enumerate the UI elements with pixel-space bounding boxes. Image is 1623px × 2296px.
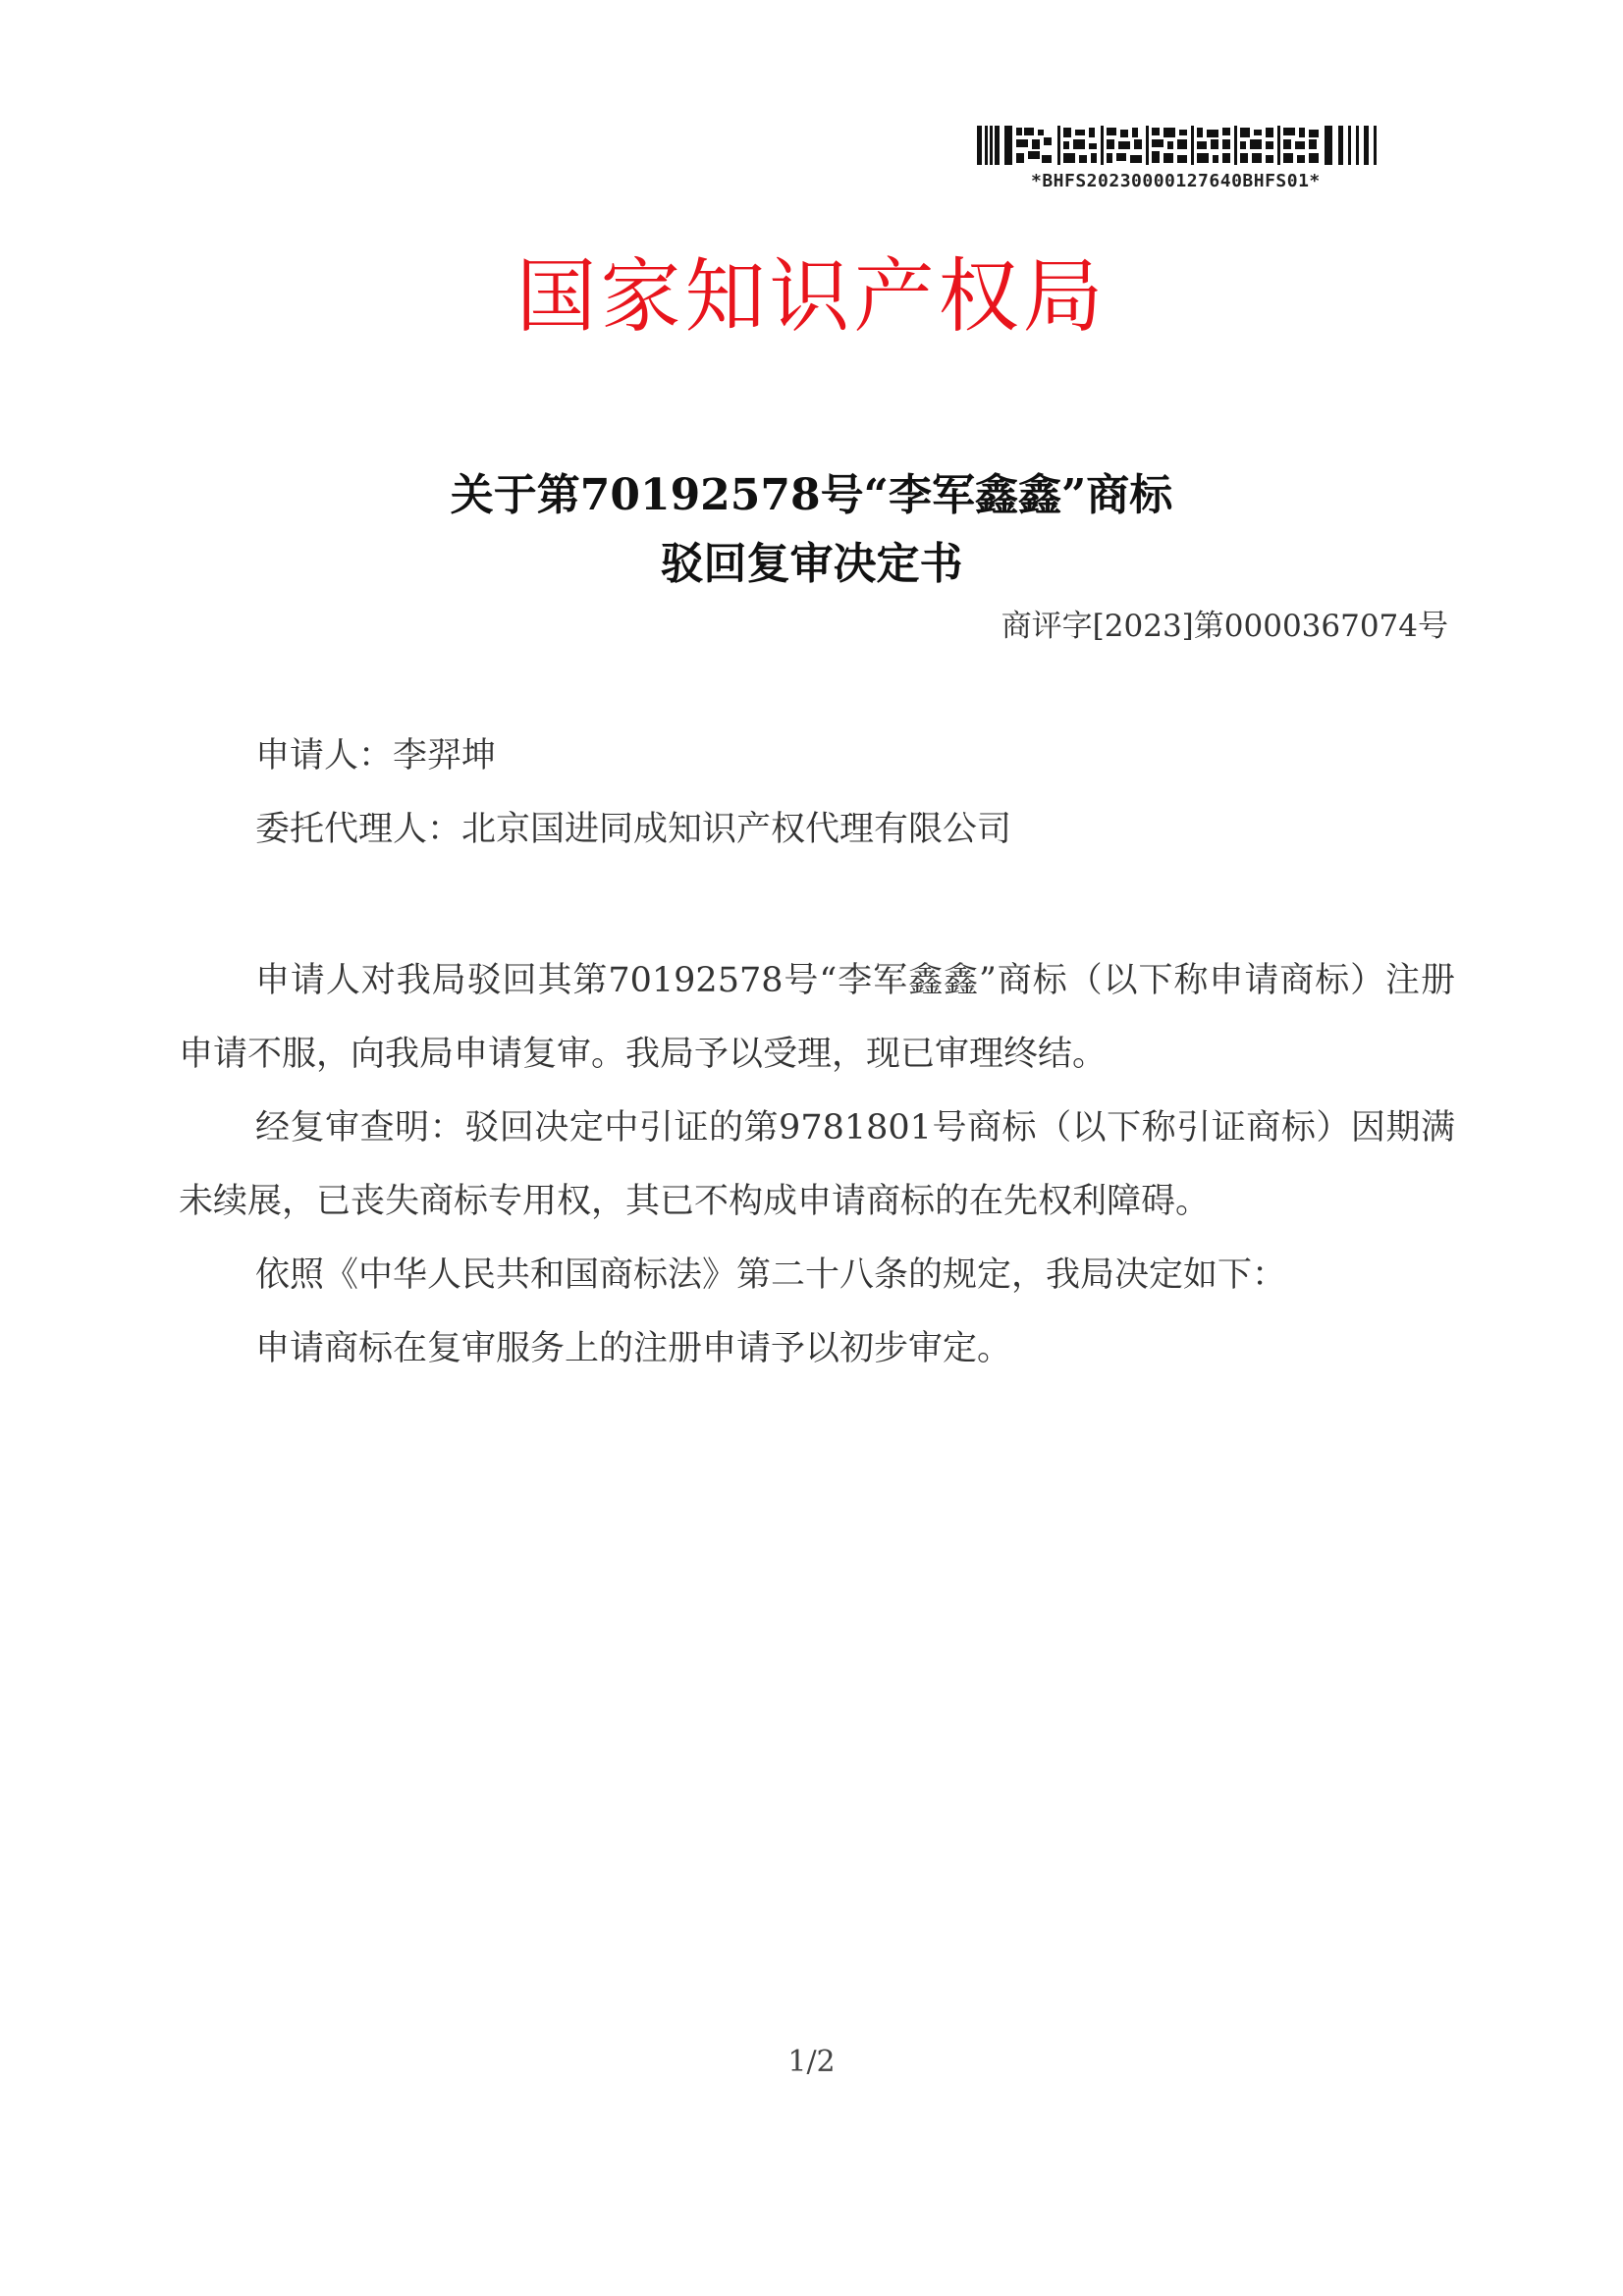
barcode-number: *BHFS20230000127640BHFS01* <box>1031 171 1321 191</box>
agent-line: 委托代理人：北京国进同成知识产权代理有限公司 <box>255 810 1012 849</box>
applicant-line: 申请人：李羿坤 <box>255 736 497 775</box>
page-number: 1/2 <box>787 2045 836 2079</box>
body-paragraph: 依照《中华人民共和国商标法》第二十八条的规定，我局决定如下： <box>255 1255 1287 1295</box>
agency-name: 国家知识产权局 <box>515 250 1108 344</box>
decision-body <box>179 944 1455 1386</box>
document-title-line2: 驳回复审决定书 <box>660 539 963 589</box>
barcode-icon <box>977 126 1389 165</box>
document-title-line1: 关于第70192578号“李军鑫鑫”商标 <box>450 470 1173 520</box>
body-paragraph: 申请商标在复审服务上的注册申请予以初步审定。 <box>255 1329 1012 1368</box>
body-paragraph: 经复审查明：驳回决定中引证的第9781801号商标（以下称引证商标）因期满未续展，已丧失商标专用权，其已不构成申请商标的在先权利障碍。 <box>179 1108 1455 1221</box>
body-paragraph: 申请人对我局驳回其第70192578号“李军鑫鑫”商标（以下称申请商标）注册申请不服，向我局申请复审。我局予以受理，现已审理终结。 <box>179 961 1455 1074</box>
document-number: 商评字[2023]第0000367074号 <box>1001 609 1448 644</box>
